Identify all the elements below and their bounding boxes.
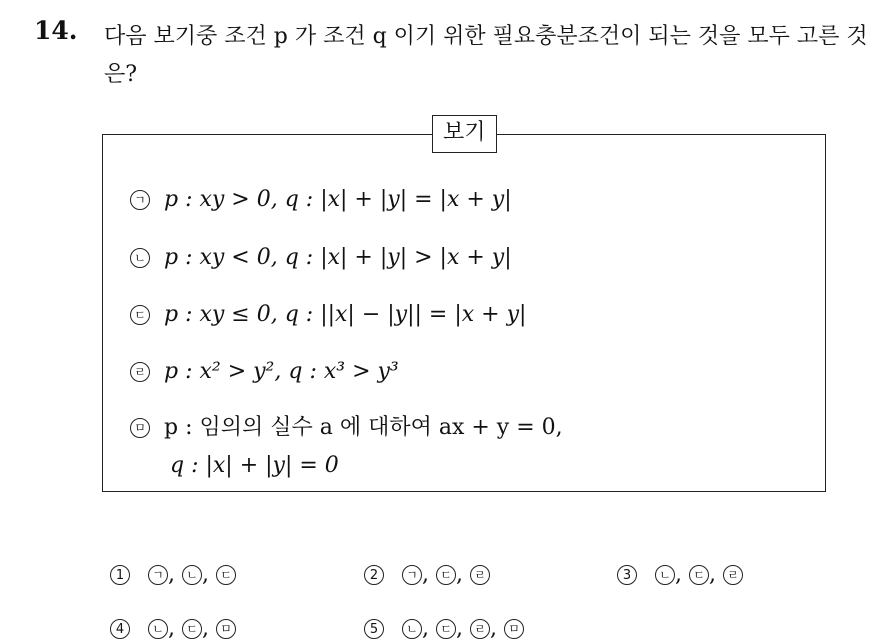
- example-item-2: [130, 243, 512, 273]
- item-marker: ㄱ: [130, 190, 150, 210]
- choice-number: 3: [617, 565, 637, 585]
- item-expression: p : xy ≤ 0, q : ||x| − |y|| = |x + y|: [164, 302, 527, 327]
- answer-marker: ㄴ: [182, 565, 202, 585]
- answer-marker: ㄷ: [182, 619, 202, 639]
- example-item-1: [130, 185, 512, 215]
- item-expression: p : x² > y², q : x³ > y³: [164, 359, 399, 384]
- answer-marker: ㄷ: [689, 565, 709, 585]
- item-marker: ㄷ: [130, 305, 150, 325]
- answer-marker: ㄱ: [402, 565, 422, 585]
- item-marker: ㅁ: [130, 418, 150, 438]
- item-expression: p : xy < 0, q : |x| + |y| > |x + y|: [164, 245, 512, 270]
- example-box-title: 보기: [432, 115, 497, 153]
- example-item-4: [130, 357, 399, 387]
- example-item-5-line2: [170, 451, 339, 481]
- item-expression-continued: q : |x| + |y| = 0: [170, 453, 339, 478]
- answer-marker: ㄴ: [148, 619, 168, 639]
- question-text: 다음 보기중 조건 p 가 조건 q 이기 위한 필요충분조건이 되는 것을 모두 고른 것은?: [104, 24, 868, 87]
- choice-5[interactable]: 5 ㄴ , ㄷ , ㄹ , ㅁ: [364, 614, 524, 644]
- choice-number: 5: [364, 619, 384, 639]
- choice-number: 4: [110, 619, 130, 639]
- choice-1[interactable]: 1 ㄱ , ㄴ , ㄷ: [110, 560, 236, 590]
- answer-marker: ㄹ: [723, 565, 743, 585]
- item-expression: p : 임의의 실수 a 에 대하여 ax + y = 0,: [164, 415, 563, 440]
- example-item-3: [130, 300, 526, 330]
- choice-3[interactable]: 3 ㄴ , ㄷ , ㄹ: [617, 560, 743, 590]
- item-marker: ㄴ: [130, 248, 150, 268]
- answer-marker: ㄹ: [470, 619, 490, 639]
- item-expression: p : xy > 0, q : |x| + |y| = |x + y|: [164, 187, 512, 212]
- item-marker: ㄹ: [130, 362, 150, 382]
- answer-marker: ㄹ: [470, 565, 490, 585]
- choice-number: 1: [110, 565, 130, 585]
- answer-marker: ㄴ: [402, 619, 422, 639]
- answer-marker: ㄱ: [148, 565, 168, 585]
- answer-marker: ㅁ: [504, 619, 524, 639]
- answer-marker: ㄷ: [436, 619, 456, 639]
- example-item-5: [130, 413, 563, 443]
- answer-marker: ㄷ: [216, 565, 236, 585]
- choice-4[interactable]: 4 ㄴ , ㄷ , ㅁ: [110, 614, 236, 644]
- choice-2[interactable]: 2 ㄱ , ㄷ , ㄹ: [364, 560, 490, 590]
- answer-marker: ㅁ: [216, 619, 236, 639]
- question-number: 14.: [34, 16, 78, 45]
- choice-number: 2: [364, 565, 384, 585]
- answer-marker: ㄴ: [655, 565, 675, 585]
- answer-marker: ㄷ: [436, 565, 456, 585]
